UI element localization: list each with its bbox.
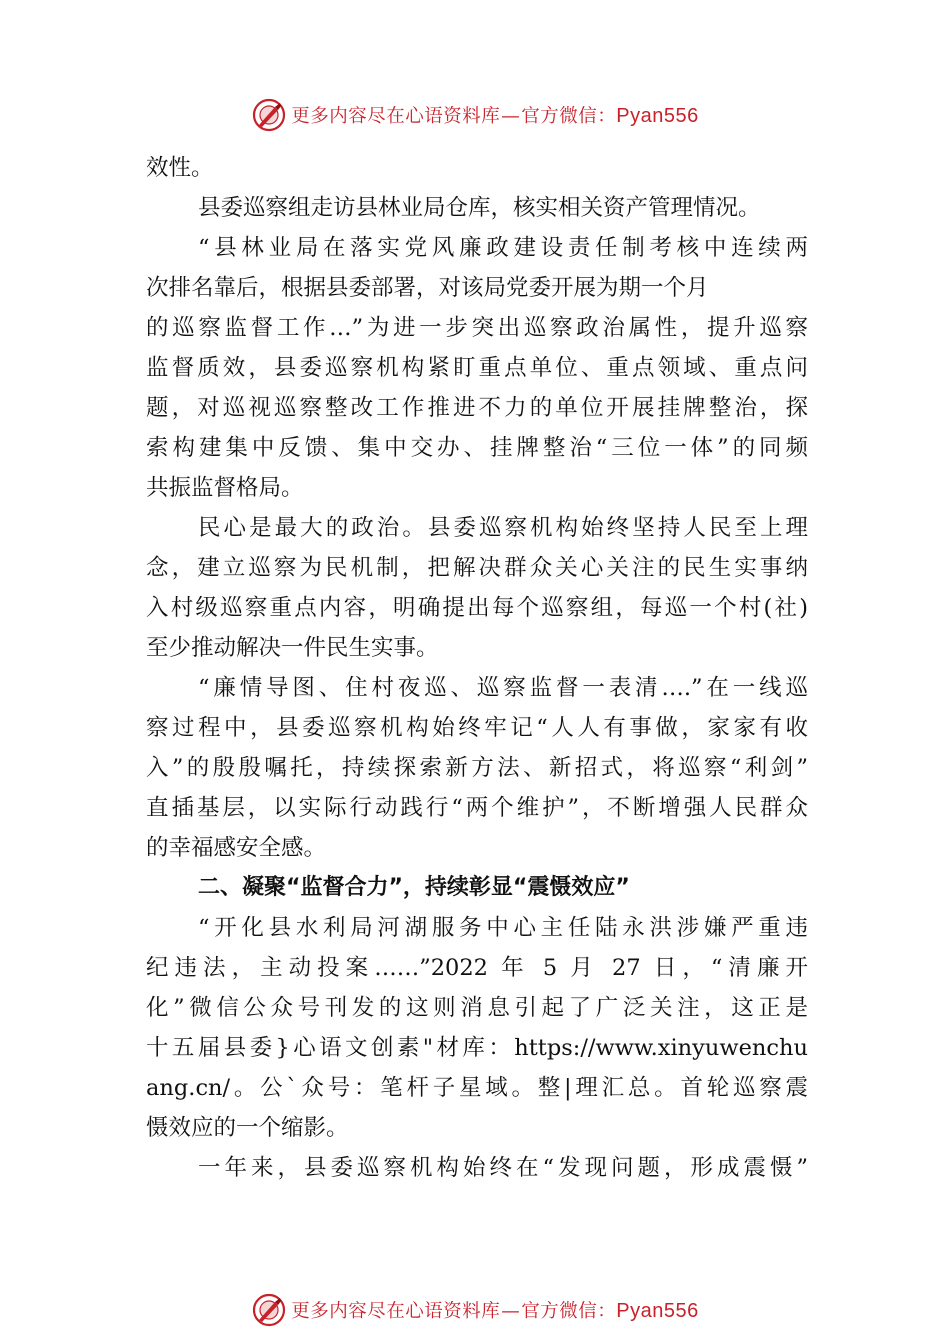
footer-dash: — bbox=[501, 1301, 521, 1322]
text-line: 一年来，县委巡察机构始终在“发现问题，形成震慑” bbox=[198, 1155, 808, 1181]
header-dash: — bbox=[501, 106, 521, 127]
footer-text bbox=[291, 1297, 699, 1323]
text-line: 化”微信公众号刊发的这则消息引起了广泛关注，这正是 bbox=[146, 995, 808, 1021]
footer-wechat-label: 官方微信： bbox=[521, 1301, 617, 1322]
text-line: 题，对巡视巡察整改工作推进不力的单位开展挂牌整治，探 bbox=[146, 395, 808, 421]
text-line: 念，建立巡察为民机制，把解决群众关心关注的民生实事纳 bbox=[146, 555, 808, 581]
text-line: 效性。 bbox=[146, 155, 214, 181]
text-line: “县林业局在落实党风廉政建设责任制考核中连续两 bbox=[198, 235, 808, 261]
text-line: ang.cn/。公`众号：笔杆子星域。整|理汇总。首轮巡察震 bbox=[146, 1075, 808, 1101]
text-line: 共振监督格局。 bbox=[146, 475, 304, 501]
section-heading: 二、凝聚“监督合力”，持续彰显“震慑效应” bbox=[198, 875, 630, 900]
text-line: 慑效应的一个缩影。 bbox=[146, 1115, 349, 1141]
text-line: 纪违法，主动投案……”2022 年 5 月 27 日，“清廉开 bbox=[146, 955, 808, 981]
document-body bbox=[146, 148, 808, 1188]
footer-brand: 更多内容尽在心语资料库 bbox=[291, 1301, 501, 1322]
text-line: 入村级巡察重点内容，明确提出每个巡察组，每巡一个村(社) bbox=[146, 595, 808, 621]
header-banner-inner bbox=[251, 97, 699, 133]
text-line: 直插基层，以实际行动践行“两个维护”，不断增强人民群众 bbox=[146, 795, 808, 821]
text-line: “开化县水利局河湖服务中心主任陆永洪涉嫌严重违 bbox=[198, 915, 808, 941]
text-line: 民心是最大的政治。县委巡察机构始终坚持人民至上理 bbox=[198, 515, 808, 541]
footer-banner-inner bbox=[251, 1292, 699, 1328]
header-brand: 更多内容尽在心语资料库 bbox=[291, 106, 501, 127]
footer-wechat-id: Pyan556 bbox=[616, 1300, 699, 1322]
text-line: 十五届县委}心语文创素"材库：https://www.xinyuwenchu bbox=[146, 1035, 808, 1061]
header-banner bbox=[0, 95, 950, 135]
text-line: “廉情导图、住村夜巡、巡察监督一表清….”在一线巡 bbox=[198, 675, 808, 701]
header-wechat-id: Pyan556 bbox=[616, 105, 699, 127]
text-line: 至少推动解决一件民生实事。 bbox=[146, 635, 439, 661]
header-text bbox=[291, 102, 699, 128]
text-line: 入”的殷殷嘱托，持续探索新方法、新招式，将巡察“利剑” bbox=[146, 755, 808, 781]
text-line: 索构建集中反馈、集中交办、挂牌整治“三位一体”的同频 bbox=[146, 435, 808, 461]
text-line: 的幸福感安全感。 bbox=[146, 835, 327, 861]
header-wechat-label: 官方微信： bbox=[521, 106, 617, 127]
text-line: 察过程中，县委巡察机构始终牢记“人人有事做，家家有收 bbox=[146, 715, 808, 741]
text-line: 监督质效，县委巡察机构紧盯重点单位、重点领域、重点问 bbox=[146, 355, 808, 381]
text-line: 的巡察监督工作…”为进一步突出巡察政治属性，提升巡察 bbox=[146, 315, 808, 341]
brand-logo-icon bbox=[251, 97, 287, 133]
footer-banner bbox=[0, 1290, 950, 1330]
text-line: 县委巡察组走访县林业局仓库，核实相关资产管理情况。 bbox=[198, 195, 761, 221]
brand-logo-icon bbox=[251, 1292, 287, 1328]
text-line: 次排名靠后，根据县委部署，对该局党委开展为期一个月 bbox=[146, 275, 709, 301]
